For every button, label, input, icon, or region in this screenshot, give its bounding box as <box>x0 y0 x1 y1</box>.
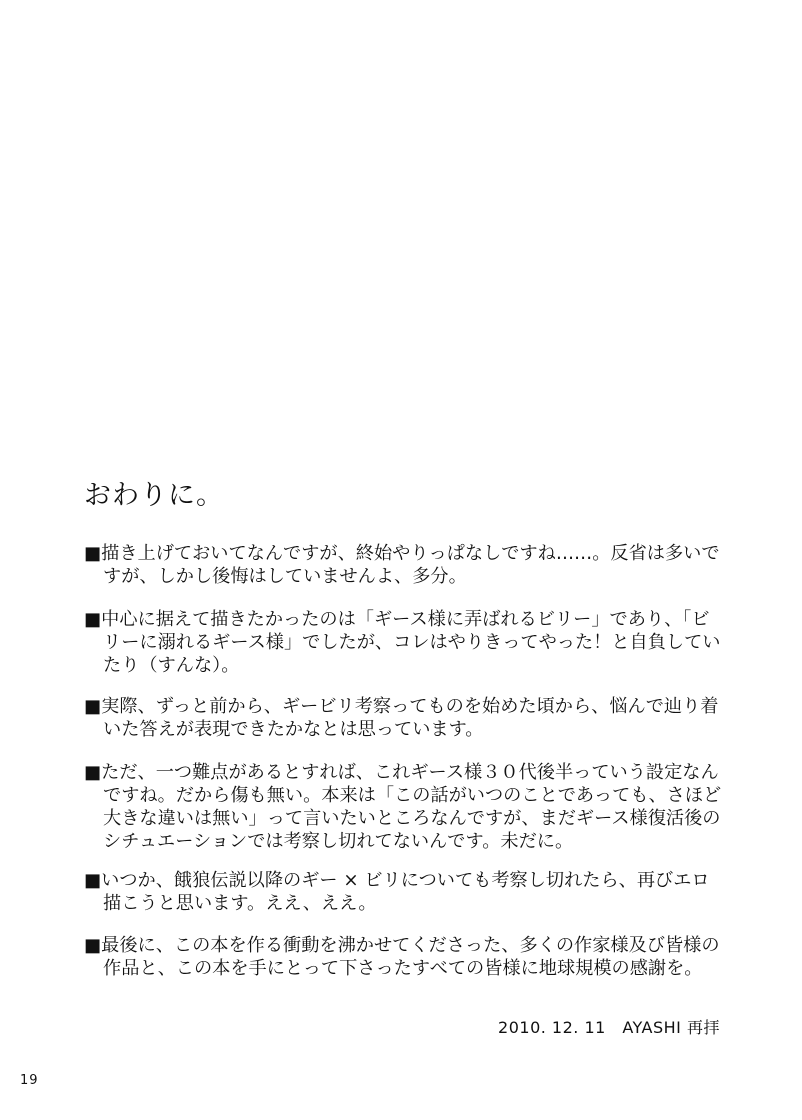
paragraph-line: 作品と、この本を手にとって下さったすべての皆様に地球規模の感謝を。 <box>103 958 703 979</box>
page-title: おわりに。 <box>84 480 224 511</box>
paragraph-line: ですね。だから傷も無い。本来は「この話がいつのことであっても、さほど <box>103 785 722 806</box>
paragraph-line: ■最後に、この本を作る衝動を沸かせてくださった、多くの作家様及び皆様の <box>84 935 720 956</box>
paragraph-2 <box>84 608 744 677</box>
paragraph-line: 大きな違いは無い」って言いたいところなんですが、まだギース様復活後の <box>103 808 721 829</box>
paragraph-3 <box>84 695 744 741</box>
paragraph-6 <box>84 934 744 980</box>
paragraph-4 <box>84 761 744 853</box>
paragraph-line: たり（すんな）。 <box>103 655 240 676</box>
paragraph-line: いた答えが表現できたかなとは思っています。 <box>103 719 484 740</box>
paragraph-line: シチュエーションでは考察し切れてないんです。未だに。 <box>103 831 574 852</box>
paragraph-line: 描こうと思います。ええ、ええ。 <box>103 893 377 914</box>
signature: 2010. 12. 11 AYASHI 再拝 <box>498 1018 720 1037</box>
paragraph-line: ■いつか、餓狼伝説以降のギー × ビリについても考察し切れたら、再びエロ <box>84 870 710 891</box>
paragraph-line: ■中心に据えて描きたかったのは「ギース様に弄ばれるビリー」であり、「ビ <box>84 609 710 630</box>
paragraph-line: リーに溺れるギース様」でしたが、コレはやりきってやった！と自負してい <box>103 632 721 653</box>
paragraph-line: すが、しかし後悔はしていませんよ、多分。 <box>103 566 467 587</box>
paragraph-line: ■ただ、一つ難点があるとすれば、これギース様３０代後半っていう設定なん <box>84 762 719 783</box>
paragraph-1 <box>84 542 744 588</box>
paragraph-line: ■描き上げておいてなんですが、終始やりっぱなしですね……。反省は多いで <box>84 543 720 564</box>
paragraph-5 <box>84 869 744 915</box>
paragraph-line: ■実際、ずっと前から、ギービリ考察ってものを始めた頃から、悩んで辿り着 <box>84 696 719 717</box>
page-number: 19 <box>20 1073 39 1088</box>
